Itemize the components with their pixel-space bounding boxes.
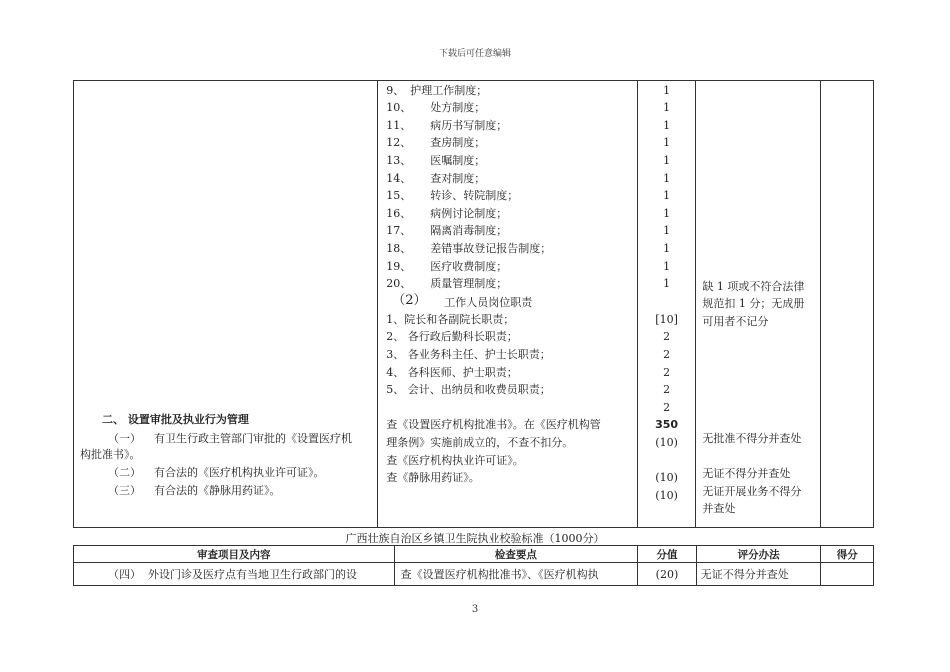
rule-num: 14、 [386, 172, 412, 185]
duty-line: 4、 各科医师、护士职责； [386, 366, 518, 379]
rule-text: 查房制度； [430, 136, 486, 149]
scoring-line: 规范扣 1 分；无成册 [702, 297, 805, 310]
header-note: 下载后可任意编辑 [438, 49, 511, 59]
check-line: 查《设置医疗机构批准书》。在《医疗机构管 [386, 418, 601, 431]
item-number: （三） [108, 484, 141, 497]
check-line: 理条例》实施前成立的，不查不扣分。 [386, 436, 574, 449]
item-score: (10) [655, 436, 678, 449]
rule-num: 19、 [386, 260, 412, 273]
header-row [74, 546, 874, 563]
header-score: 分值 [638, 546, 697, 563]
rule-num: 11、 [386, 119, 412, 132]
result-cell [821, 81, 874, 528]
scoring-line: 无批准不得分并查处 [702, 432, 802, 445]
item-score: (10) [655, 489, 678, 502]
duty-score: 2 [663, 366, 671, 379]
score-cell [637, 81, 696, 528]
header-check-points: 检查要点 [394, 546, 638, 563]
row-content: 外设门诊及医疗点有当地卫生行政部门的设 [148, 568, 357, 581]
rule-score: 1 [663, 242, 671, 255]
rule-text: 病例讨论制度； [430, 207, 508, 220]
row-result [821, 563, 874, 586]
check-line: 查《医疗机构执业许可证》。 [386, 454, 524, 467]
row-check: 查《设置医疗机构批准书》、《医疗机构执 [394, 563, 638, 586]
table-row [74, 563, 874, 586]
rule-score: 1 [663, 207, 671, 220]
scoring-line: 缺 1 项或不符合法律 [702, 280, 805, 293]
table-caption: 广西壮族自治区乡镇卫生院执业校验标准（1000分） [345, 532, 605, 545]
item-number: （二） [108, 466, 141, 479]
extra-score: 2 [663, 401, 671, 414]
review-item-cell [74, 81, 378, 528]
scoring-method-cell [696, 81, 821, 528]
item-text: 有卫生行政主管部门审批的《设置医疗机 [154, 432, 352, 445]
rule-score: 1 [663, 119, 671, 132]
duty-heading-num: （2） [392, 293, 427, 308]
duty-heading-text: 工作人员岗位职责 [444, 296, 533, 309]
duty-score: 2 [663, 330, 671, 343]
rule-score: 1 [663, 277, 671, 290]
rule-score: 1 [663, 224, 671, 237]
scoring-line: 无证开展业务不得分 [702, 485, 802, 498]
header-scoring-method: 评分办法 [696, 546, 821, 563]
item-text: 有合法的《静脉用药证》。 [154, 484, 281, 497]
rule-score: 1 [663, 101, 671, 114]
rule-num: 16、 [386, 207, 412, 220]
rule-score: 1 [663, 154, 671, 167]
duty-score: 2 [663, 348, 671, 361]
rule-text: 查对制度； [430, 172, 486, 185]
duty-line: 3、 各业务科主任、护士长职责； [386, 348, 551, 361]
rule-score: 1 [663, 84, 671, 97]
rule-text: 转诊、转院制度； [430, 189, 519, 202]
page-number: 3 [471, 604, 479, 615]
rule-score: 1 [663, 172, 671, 185]
rule-score: 1 [663, 189, 671, 202]
duty-line: 1、院长和各副院长职责； [386, 313, 515, 326]
rule-num: 13、 [386, 154, 412, 167]
rule-text: 医疗收费制度； [430, 260, 508, 273]
rule-num: 9、 [386, 84, 405, 97]
header-review-item: 审查项目及内容 [74, 546, 395, 563]
rule-text: 护理工作制度； [410, 84, 488, 97]
section-score: 350 [655, 418, 679, 431]
item-text: 有合法的《医疗机构执业许可证》。 [154, 466, 325, 479]
scoring-line: 无证不得分并查处 [702, 467, 791, 480]
item-text-cont: 构批准书》。 [80, 448, 141, 461]
rule-num: 20、 [386, 277, 412, 290]
rule-num: 12、 [386, 136, 412, 149]
rule-score: 1 [663, 260, 671, 273]
standards-table-upper [73, 80, 874, 528]
duty-line: 5、 会计、出纳员和收费员职责； [386, 383, 551, 396]
rule-text: 隔离消毒制度； [430, 224, 508, 237]
duty-score: [10] [655, 313, 678, 326]
standards-table-lower [73, 545, 874, 586]
rule-num: 18、 [386, 242, 412, 255]
row-num: （四） [108, 568, 141, 581]
rule-num: 17、 [386, 224, 412, 237]
rule-text: 质量管理制度； [430, 277, 508, 290]
rule-num: 10、 [386, 101, 412, 114]
scoring-line: 并查处 [702, 502, 736, 515]
rule-score: 1 [663, 136, 671, 149]
item-score: (10) [655, 471, 678, 484]
header-result: 得分 [821, 546, 874, 563]
rule-num: 15、 [386, 189, 412, 202]
duty-line: 2、 各行政后勤科长职责； [386, 330, 518, 343]
section-title: 二、 设置审批及执业行为管理 [102, 413, 249, 426]
rule-text: 差错事故登记报告制度； [430, 242, 552, 255]
row-method: 无证不得分并查处 [696, 563, 821, 586]
check-points-cell [378, 81, 637, 528]
rule-text: 医嘱制度； [430, 154, 486, 167]
row-review-item [74, 563, 395, 586]
rule-text: 病历书写制度； [430, 119, 508, 132]
duty-score: 2 [663, 383, 671, 396]
item-number: （一） [108, 432, 141, 445]
row-score: (20) [638, 563, 697, 586]
scoring-line: 可用者不记分 [702, 315, 769, 328]
check-line: 查《静脉用药证》。 [386, 471, 480, 484]
rule-text: 处方制度； [430, 101, 486, 114]
